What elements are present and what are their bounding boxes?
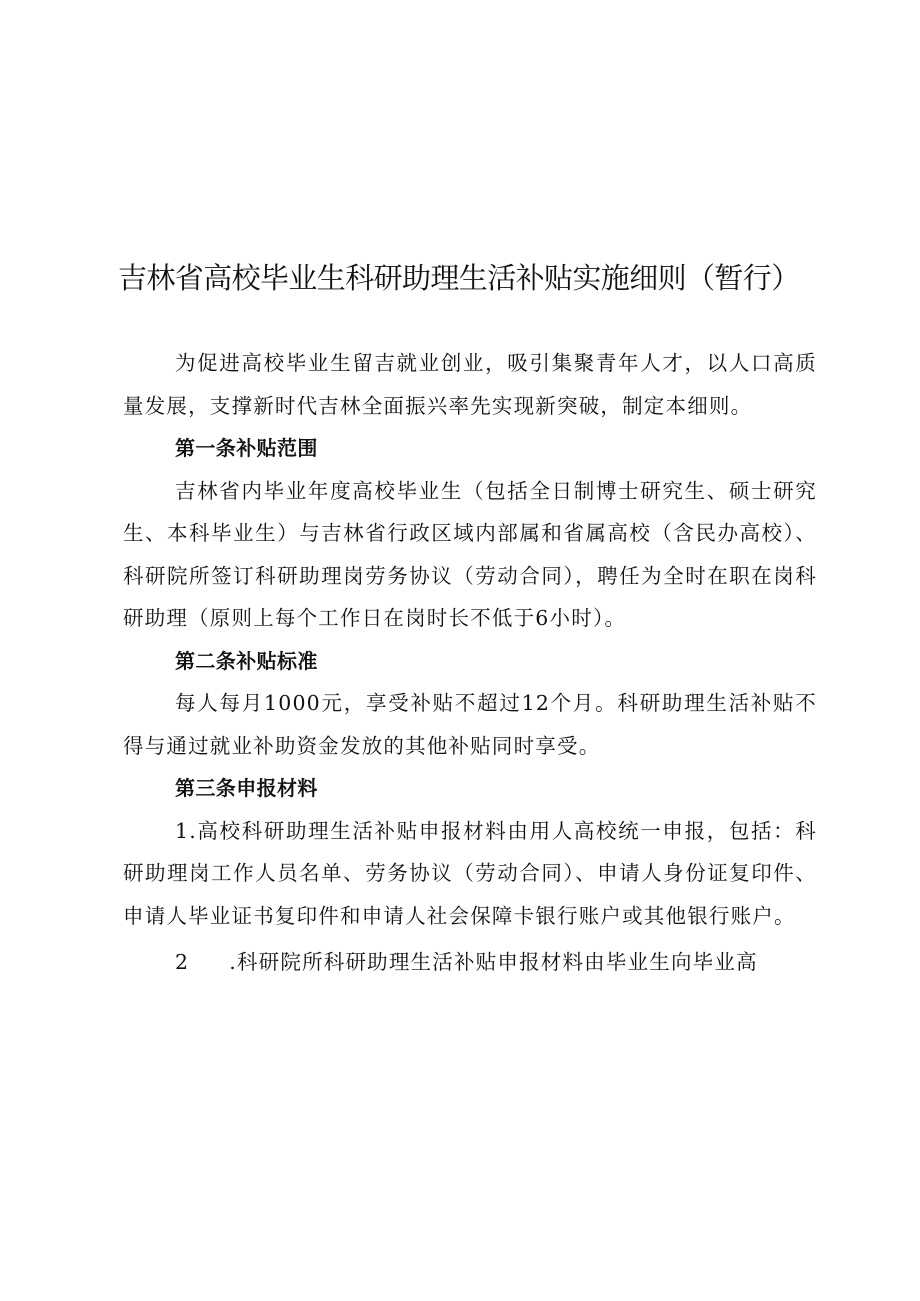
article-3-item-2 [123,941,817,984]
article-1-text: 吉林省内毕业年度高校毕业生（包括全日制博士研究生、硕士研究生、本科毕业生）与吉林省行政区域内部属和省属高校（含民办高校）、科研院所签订科研助理岗劳务协议（劳动合同），聘任为全时在职在岗科研助理（原则上每个工作日在岗时长不低于6小时）。 [123,478,817,630]
article-3-item-2-text: .科研院所科研助理生活补贴申报材料由毕业生向毕业高 [229,950,758,974]
article-3-item-2-number: 2 [175,950,190,974]
article-2-heading: 第二条补贴标准 [175,648,318,673]
article-1-heading: 第一条补贴范围 [175,436,318,460]
article-2-text: 每人每月1000元，享受补贴不超过12个月。科研助理生活补贴不得与通过就业补助资金发放的其他补贴同时享受。 [123,691,817,758]
article-3-item-1: 1.高校科研助理生活补贴申报材料由用人高校统一申报，包括：科研助理岗工作人员名单、劳务协议（劳动合同）、申请人身份证复印件、申请人毕业证书复印件和申请人社会保障卡银行账户或其他银行账户。 [123,818,817,928]
document-title: 吉林省高校毕业生科研助理生活补贴实施细则（暂行） [118,261,800,295]
intro-paragraph: 为促进高校毕业生留吉就业创业，吸引集聚青年人才，以人口高质量发展，支撑新时代吉林全面振兴率先实现新突破，制定本细则。 [123,351,817,418]
article-3-heading: 第三条申报材料 [175,776,318,800]
document-body [123,342,817,1004]
